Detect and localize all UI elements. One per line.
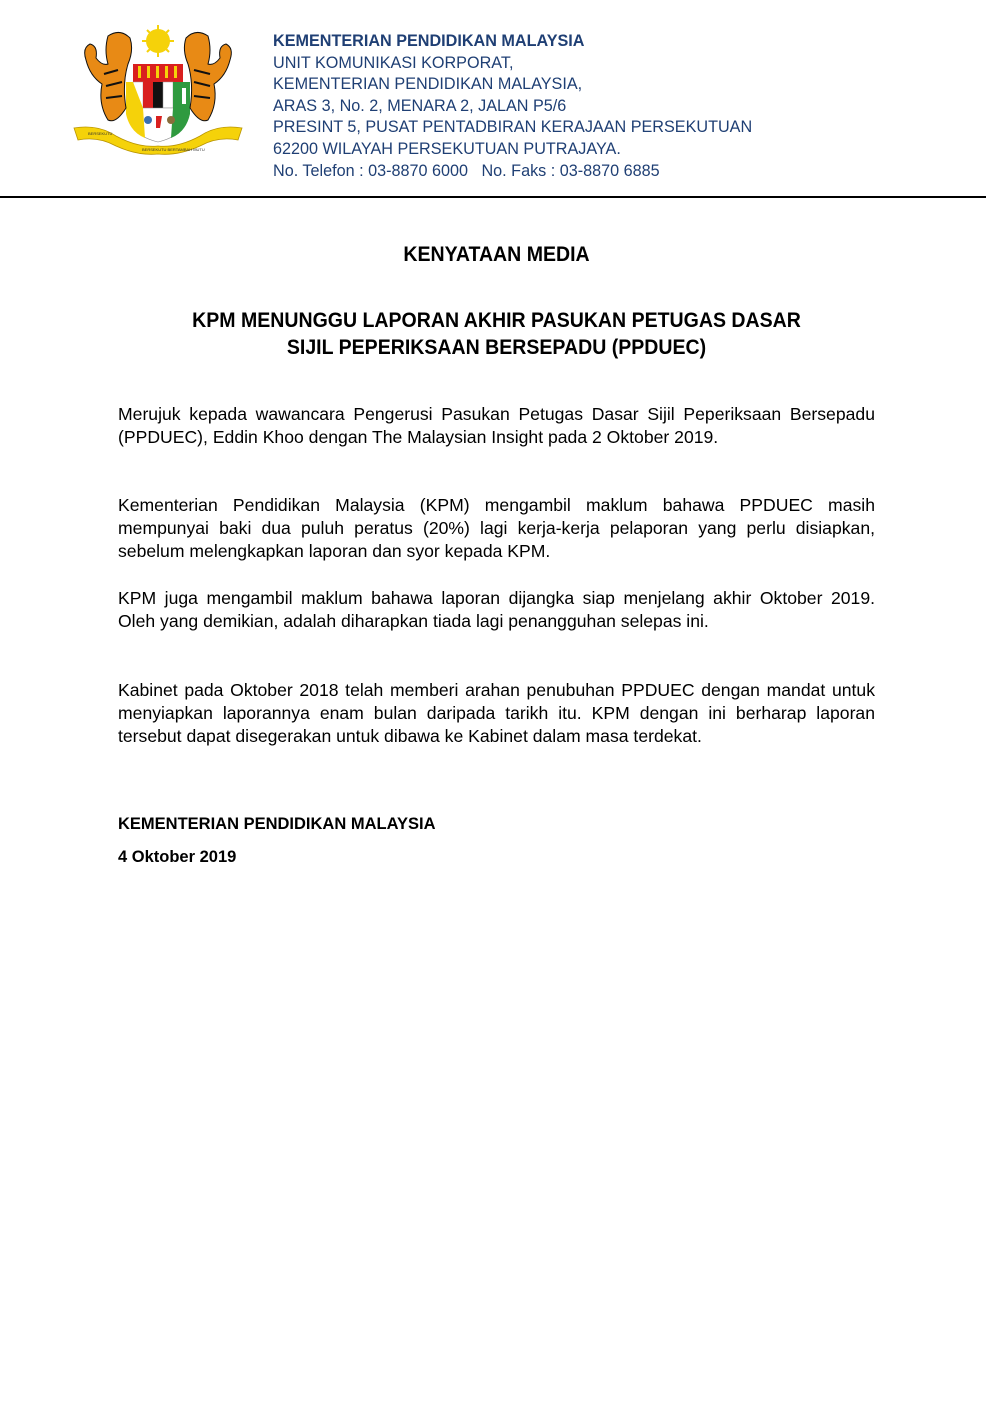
address-line: 62200 WILAYAH PERSEKUTUAN PUTRAJAYA. (273, 139, 621, 158)
paragraph: Kabinet pada Oktober 2018 telah memberi arahan penubuhan PPDUEC dengan mandat untuk menyiapkan laporannya enam bulan daripada tarikh itu. KPM dengan ini berharap laporan tersebut dapat disegerakan untuk dibawa ke Kabinet dalam masa terdekat. (118, 680, 875, 746)
svg-text:BERSEKUTU: BERSEKUTU (88, 131, 113, 136)
signature-date: 4 Oktober 2019 (118, 848, 237, 866)
malaysia-coat-of-arms-icon (68, 24, 248, 156)
address-line: ARAS 3, No. 2, MENARA 2, JALAN P5/6 (273, 96, 567, 115)
letterhead (0, 0, 993, 200)
header-divider (0, 196, 986, 198)
headline-line: SIJIL PEPERIKSAAN BERSEPADU (PPDUEC) (286, 336, 707, 359)
letterhead-organization: KEMENTERIAN PENDIDIKAN MALAYSIA (273, 32, 585, 50)
address-line: KEMENTERIAN PENDIDIKAN MALAYSIA, (273, 75, 583, 94)
svg-text:BERSEKUTU BERTAMBAH MUTU: BERSEKUTU BERTAMBAH MUTU (142, 147, 205, 152)
signature-organization: KEMENTERIAN PENDIDIKAN MALAYSIA (118, 815, 436, 833)
paragraph: Merujuk kepada wawancara Pengerusi Pasukan Petugas Dasar Sijil Peperiksaan Bersepadu (PPDUEC), Eddin Khoo dengan The Malaysian Insight pada 2 Oktober 2019. (118, 404, 875, 447)
headline-line: KPM MENUNGGU LAPORAN AKHIR PASUKAN PETUGAS DASAR (192, 309, 801, 332)
headline (35, 307, 958, 361)
address-line: UNIT KOMUNIKASI KORPORAT, (273, 53, 514, 72)
letterhead-address (273, 31, 752, 182)
paragraph: KPM juga mengambil maklum bahawa laporan dijangka siap menjelang akhir Oktober 2019. Oleh yang demikian, adalah diharapkan tiada lagi penangguhan selepas ini. (118, 588, 875, 631)
paragraph: Kementerian Pendidikan Malaysia (KPM) mengambil maklum bahawa PPDUEC masih mempunyai baki dua puluh peratus (20%) lagi kerja-kerja pelaporan yang perlu disiapkan, sebelum melengkapkan laporan dan syor kepada KPM. (118, 495, 875, 561)
document-type: KENYATAAN MEDIA (403, 243, 590, 266)
address-line: PRESINT 5, PUSAT PENTADBIRAN KERAJAAN PERSEKUTUAN (273, 118, 753, 137)
contact-line: No. Telefon : 03-8870 6000 No. Faks : 03-8870 6885 (273, 161, 660, 180)
